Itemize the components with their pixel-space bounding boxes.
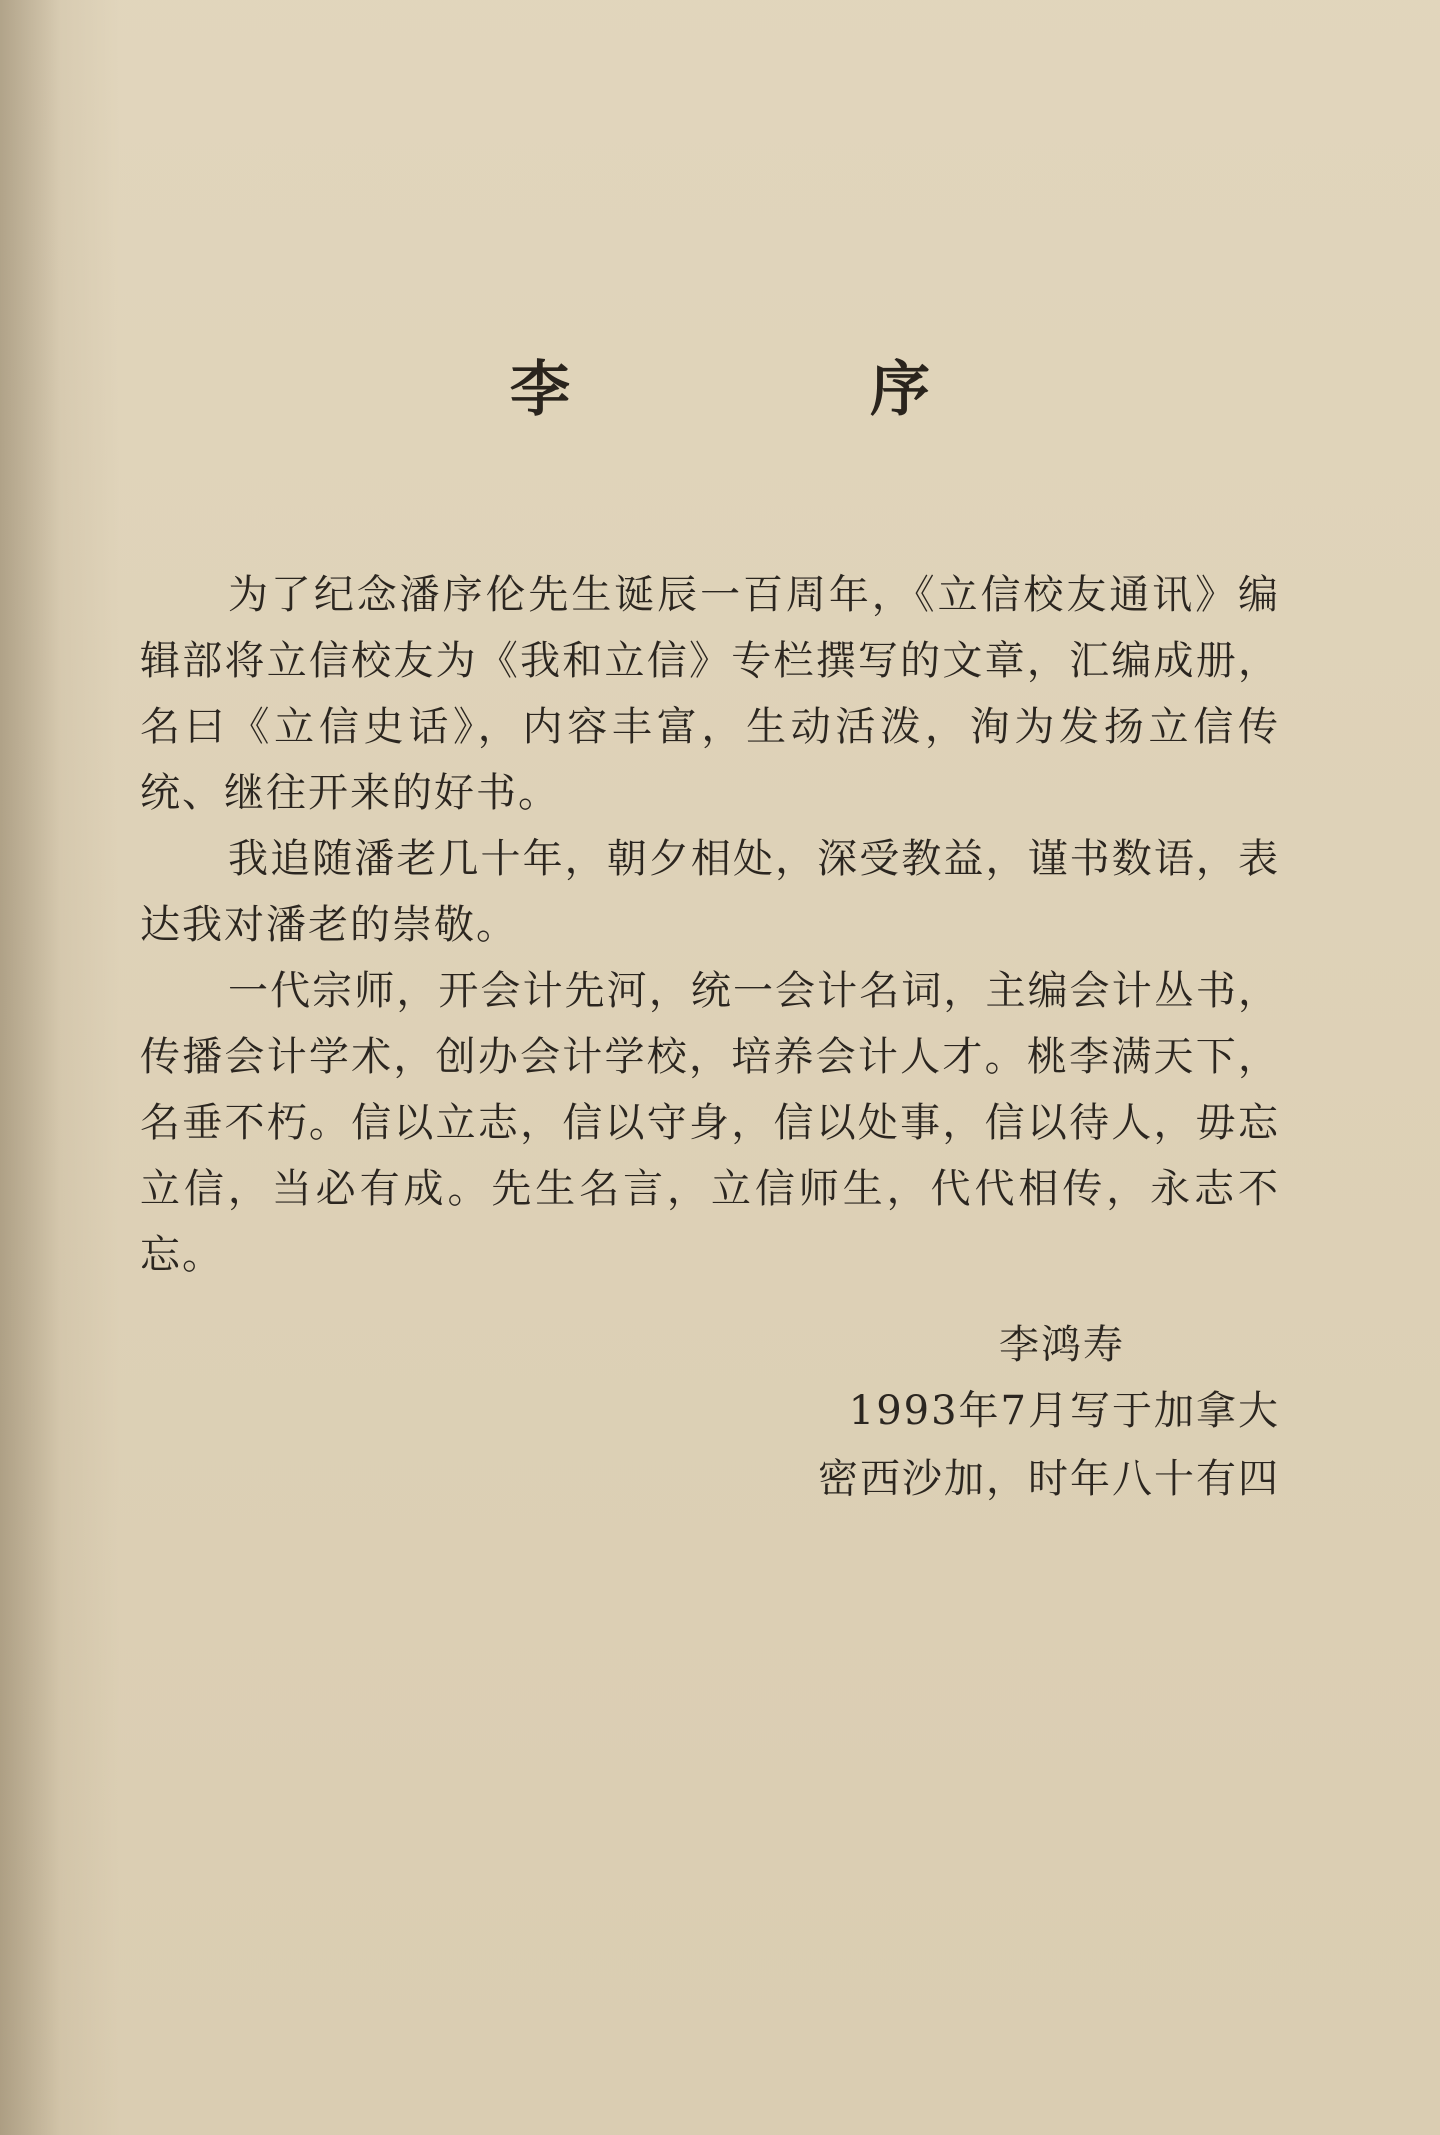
page-title: 李 序 xyxy=(510,355,1050,425)
preface-body xyxy=(140,562,1280,1288)
signature-date: 1993年7月写于加拿大 xyxy=(848,1388,1280,1434)
signature-place: 密西沙加，时年八十有四 xyxy=(818,1456,1280,1502)
binding-shadow xyxy=(0,0,60,2135)
paragraph-3: 一代宗师，开会计先河，统一会计名词，主编会计丛书，传播会计学术，创办会计学校，培养会计人才。桃李满天下，名垂不朽。信以立志，信以守身，信以处事，信以待人，毋忘立信，当必有成。先生名言，立信师生，代代相传，永志不忘。 xyxy=(140,968,1280,1278)
author-name: 李鸿寿 xyxy=(999,1322,1125,1368)
paragraph-1: 为了纪念潘序伦先生诞辰一百周年，《立信校友通讯》编辑部将立信校友为《我和立信》专栏撰写的文章，汇编成册，名曰《立信史话》，内容丰富，生动活泼，洵为发扬立信传统、继往开来的好书。 xyxy=(140,572,1280,816)
paragraph-2: 我追随潘老几十年，朝夕相处，深受教益，谨书数语，表达我对潘老的崇敬。 xyxy=(140,836,1280,948)
